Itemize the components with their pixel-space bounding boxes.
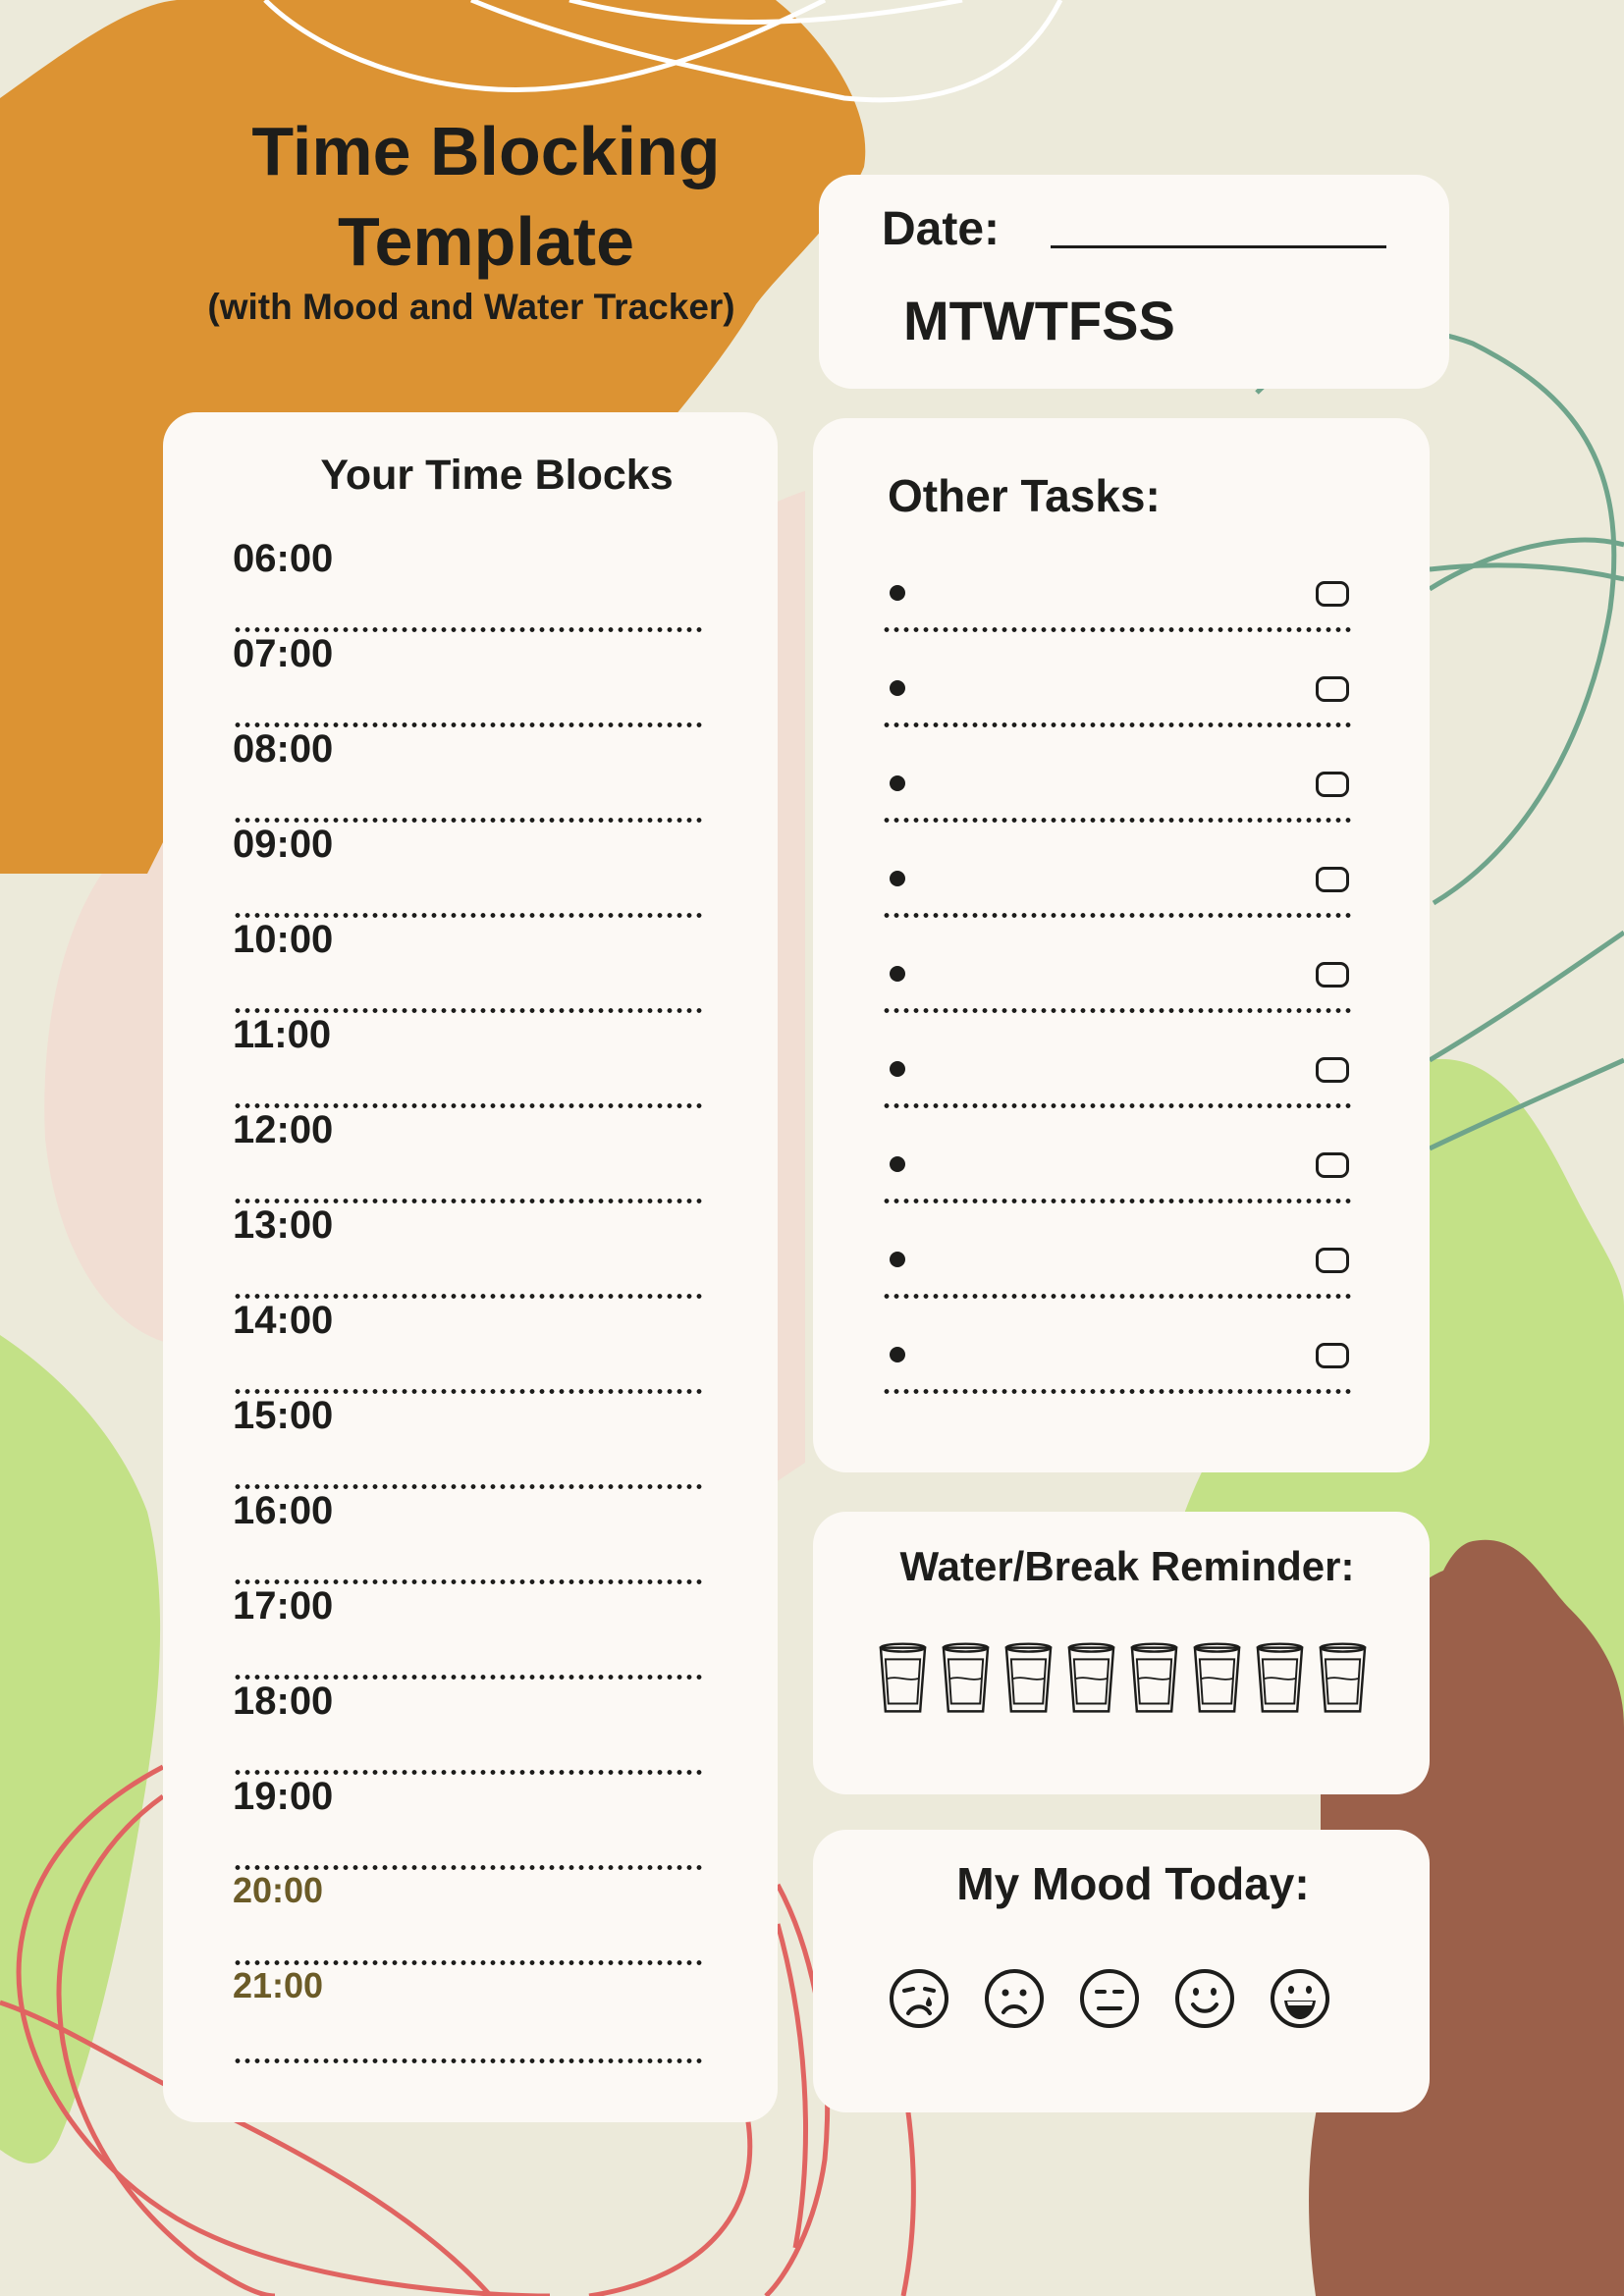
time-slot-label: 14:00 [233, 1299, 334, 1342]
water-glass-icon[interactable] [1003, 1641, 1054, 1716]
checkbox[interactable] [1316, 867, 1349, 892]
neutral-face-icon[interactable] [1078, 1967, 1141, 2030]
mood-heading: My Mood Today: [956, 1858, 1310, 1909]
checkbox[interactable] [1316, 1248, 1349, 1273]
time-slot-row[interactable] [233, 918, 704, 1013]
time-slot-row[interactable] [233, 1870, 704, 1965]
time-blocks-heading: Your Time Blocks [320, 452, 674, 499]
task-row[interactable] [882, 1139, 1355, 1203]
water-glasses [878, 1641, 1369, 1720]
checkbox[interactable] [1316, 581, 1349, 607]
water-glass-icon[interactable] [941, 1641, 991, 1716]
time-slot-label: 13:00 [233, 1203, 334, 1247]
mood-card [813, 1830, 1430, 2112]
water-glass-icon[interactable] [1255, 1641, 1305, 1716]
task-row[interactable] [882, 948, 1355, 1013]
time-slot-row[interactable] [233, 1108, 704, 1203]
time-slot-label: 12:00 [233, 1108, 334, 1151]
time-blocks-card [163, 412, 778, 2122]
task-row[interactable] [882, 663, 1355, 727]
time-slot-label: 06:00 [233, 537, 334, 580]
time-slot-label: 08:00 [233, 727, 334, 771]
water-glass-icon[interactable] [1129, 1641, 1179, 1716]
time-slot-row[interactable] [233, 1584, 704, 1680]
smiling-face-icon[interactable] [1173, 1967, 1236, 2030]
checkbox[interactable] [1316, 1057, 1349, 1083]
time-slot-label: 19:00 [233, 1775, 334, 1818]
time-slot-row[interactable] [233, 1965, 704, 2063]
time-slot-label: 20:00 [233, 1870, 324, 1910]
dotted-line [882, 913, 1355, 918]
time-slot-row[interactable] [233, 1203, 704, 1299]
checkbox[interactable] [1316, 676, 1349, 702]
bullet-icon [890, 871, 905, 886]
dotted-line [882, 1199, 1355, 1203]
page-title [147, 106, 825, 287]
task-row[interactable] [882, 758, 1355, 823]
bullet-icon [890, 1252, 905, 1267]
dotted-line [882, 818, 1355, 823]
time-slot-row[interactable] [233, 1299, 704, 1394]
bullet-icon [890, 775, 905, 791]
time-slot-row[interactable] [233, 537, 704, 632]
page-subtitle: (with Mood and Water Tracker) [207, 287, 735, 327]
dotted-line [882, 1008, 1355, 1013]
other-tasks-heading: Other Tasks: [888, 470, 1161, 521]
time-slot-row[interactable] [233, 1394, 704, 1489]
dotted-line [882, 627, 1355, 632]
water-reminder-heading: Water/Break Reminder: [899, 1543, 1355, 1589]
dotted-line [882, 1294, 1355, 1299]
water-glass-icon[interactable] [878, 1641, 928, 1716]
dotted-line [882, 1103, 1355, 1108]
dotted-line [882, 722, 1355, 727]
date-label: Date: [882, 203, 1001, 255]
checkbox[interactable] [1316, 1152, 1349, 1178]
other-tasks-card [813, 418, 1430, 1472]
water-glass-icon[interactable] [1192, 1641, 1242, 1716]
water-glass-icon[interactable] [1318, 1641, 1368, 1716]
bullet-icon [890, 1156, 905, 1172]
water-reminder-card [813, 1512, 1430, 1794]
task-row[interactable] [882, 567, 1355, 632]
time-slot-row[interactable] [233, 1775, 704, 1870]
bullet-icon [890, 585, 905, 601]
bullet-icon [890, 680, 905, 696]
time-slot-row[interactable] [233, 727, 704, 823]
date-input-line[interactable] [1051, 245, 1386, 248]
checkbox[interactable] [1316, 1343, 1349, 1368]
dotted-line [233, 2058, 704, 2063]
time-slot-row[interactable] [233, 1680, 704, 1775]
title-line-1: Time Blocking [251, 113, 721, 189]
time-slot-label: 10:00 [233, 918, 334, 961]
bullet-icon [890, 1061, 905, 1077]
time-slot-label: 17:00 [233, 1584, 334, 1628]
time-slot-label: 11:00 [233, 1013, 332, 1056]
task-row[interactable] [882, 1234, 1355, 1299]
sad-face-icon[interactable] [983, 1967, 1046, 2030]
dotted-line [882, 1389, 1355, 1394]
time-slot-row[interactable] [233, 1013, 704, 1108]
time-slot-label: 16:00 [233, 1489, 334, 1532]
task-row[interactable] [882, 1043, 1355, 1108]
time-slot-label: 21:00 [233, 1965, 324, 2005]
date-card [819, 175, 1449, 389]
time-slot-label: 09:00 [233, 823, 334, 866]
weekday-letters[interactable]: MTWTFSS [903, 290, 1175, 351]
checkbox[interactable] [1316, 962, 1349, 988]
time-slot-row[interactable] [233, 823, 704, 918]
laughing-face-icon[interactable] [1269, 1967, 1331, 2030]
bullet-icon [890, 966, 905, 982]
task-row[interactable] [882, 1329, 1355, 1394]
time-slot-row[interactable] [233, 1489, 704, 1584]
bullet-icon [890, 1347, 905, 1362]
checkbox[interactable] [1316, 772, 1349, 797]
task-row[interactable] [882, 853, 1355, 918]
time-slot-label: 18:00 [233, 1680, 334, 1723]
time-slot-row[interactable] [233, 632, 704, 727]
time-slot-label: 15:00 [233, 1394, 334, 1437]
water-glass-icon[interactable] [1066, 1641, 1116, 1716]
title-line-2: Template [337, 203, 635, 280]
mood-options [888, 1967, 1331, 2030]
time-slot-label: 07:00 [233, 632, 334, 675]
crying-face-icon[interactable] [888, 1967, 950, 2030]
